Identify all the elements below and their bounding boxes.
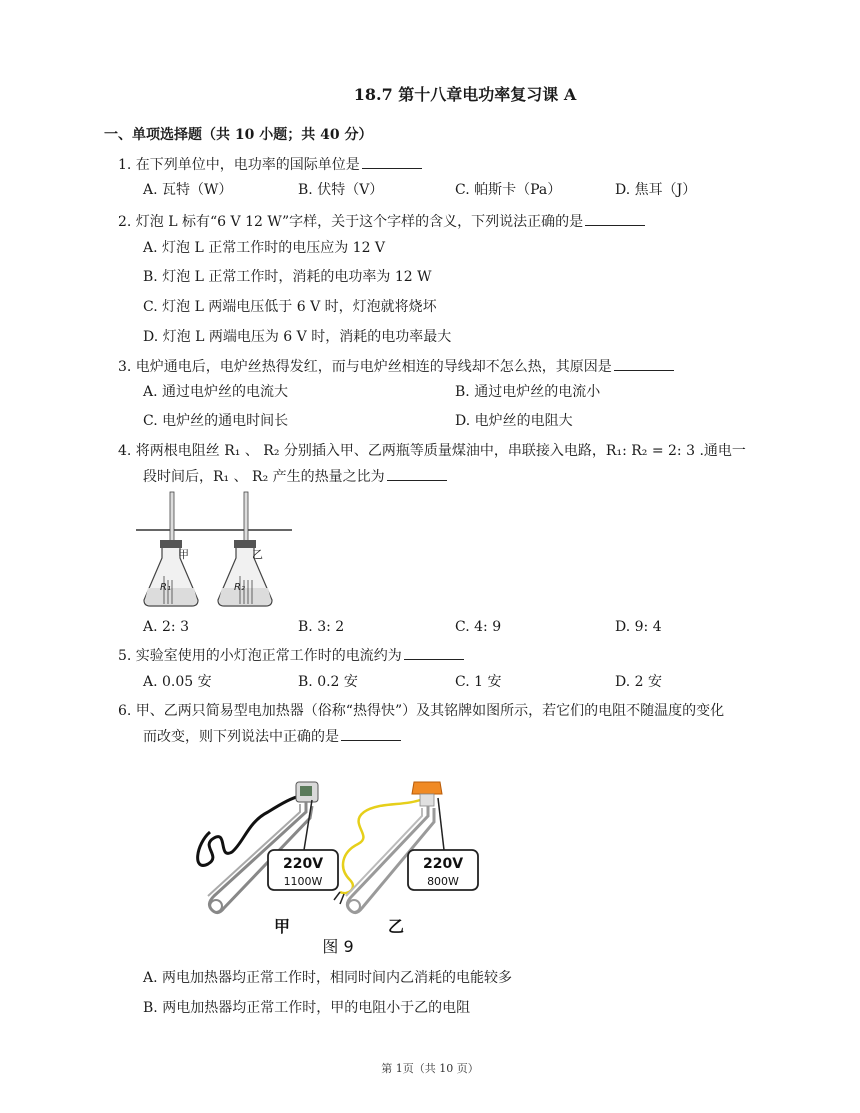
q2-option-d: D. 灯泡 L 两端电压为 6 V 时，消耗的电功率最大 bbox=[143, 329, 452, 345]
q3-option-a: A. 通过电炉丝的电流大 bbox=[143, 384, 289, 400]
q3-option-b: B. 通过电炉丝的电流小 bbox=[455, 384, 601, 400]
flasks-figure bbox=[134, 488, 294, 610]
answer-blank bbox=[585, 213, 645, 226]
right-heater-voltage: 220V bbox=[422, 856, 464, 872]
q4-option-c: C. 4: 9 bbox=[455, 619, 502, 635]
question-3-stem: 3. 电炉通电后，电炉丝热得发红，而与电炉丝相连的导线却不怎么热，其原因是 bbox=[118, 356, 674, 376]
q4-option-a: A. 2: 3 bbox=[143, 619, 189, 635]
q3-option-d: D. 电炉丝的电阻大 bbox=[455, 413, 573, 429]
q5-option-d: D. 2 安 bbox=[615, 674, 662, 690]
q2-option-b: B. 灯泡 L 正常工作时，消耗的电功率为 12 W bbox=[143, 269, 432, 285]
q2-option-c: C. 灯泡 L 两端电压低于 6 V 时，灯泡就将烧坏 bbox=[143, 299, 437, 315]
left-heater-power: 1100W bbox=[283, 875, 323, 888]
right-heater-power: 800W bbox=[427, 875, 459, 888]
q1-option-d: D. 焦耳（J） bbox=[615, 182, 697, 198]
q5-option-b: B. 0.2 安 bbox=[298, 674, 358, 690]
flask-left-label: 甲 bbox=[178, 548, 189, 561]
left-heater-label: 甲 bbox=[274, 917, 291, 936]
page-title: 18.7 第十八章电功率复习课 A bbox=[353, 85, 577, 104]
answer-blank bbox=[614, 358, 674, 371]
q1-option-c: C. 帕斯卡（Pa） bbox=[455, 182, 562, 198]
question-1-stem: 1. 在下列单位中，电功率的国际单位是 bbox=[118, 154, 422, 174]
question-4-stem-cont: 段时间后，R₁ 、 R₂ 产生的热量之比为 bbox=[143, 466, 447, 486]
flask-left-resistor: R₁ bbox=[160, 582, 171, 593]
q5-option-a: A. 0.05 安 bbox=[143, 674, 212, 690]
question-5-stem: 5. 实验室使用的小灯泡正常工作时的电流约为 bbox=[118, 645, 464, 665]
q3-option-c: C. 电炉丝的通电时间长 bbox=[143, 413, 289, 429]
page-footer: 第 1页（共 10 页） bbox=[381, 1062, 479, 1075]
q4-option-d: D. 9: 4 bbox=[615, 619, 662, 635]
question-4-stem: 4. 将两根电阻丝 R₁ 、 R₂ 分别插入甲、乙两瓶等质量煤油中，串联接入电路，R₁: R₂ = 2: 3 .通电一 bbox=[118, 443, 746, 459]
q1-option-b: B. 伏特（V） bbox=[298, 182, 384, 198]
question-6-stem: 6. 甲、乙两只简易型电加热器（俗称“热得快”）及其铭牌如图所示，若它们的电阻不随温度的变化 bbox=[118, 703, 725, 719]
question-2-stem: 2. 灯泡 L 标有“6 V 12 W”字样，关于这个字样的含义，下列说法正确的是 bbox=[118, 211, 645, 231]
q1-option-a: A. 瓦特（W） bbox=[143, 182, 233, 198]
q2-option-a: A. 灯泡 L 正常工作时的电压应为 12 V bbox=[143, 240, 386, 256]
flask-right-resistor: R₂ bbox=[234, 582, 245, 593]
q6-option-b: B. 两电加热器均正常工作时，甲的电阻小于乙的电阻 bbox=[143, 1000, 471, 1016]
flask-right-label: 乙 bbox=[252, 548, 263, 561]
left-heater-voltage: 220V bbox=[282, 856, 324, 872]
answer-blank bbox=[387, 468, 447, 481]
answer-blank bbox=[362, 156, 422, 169]
q6-option-a: A. 两电加热器均正常工作时，相同时间内乙消耗的电能较多 bbox=[143, 970, 513, 986]
heaters-figure bbox=[188, 772, 488, 960]
q5-option-c: C. 1 安 bbox=[455, 674, 502, 690]
figure-caption: 图 9 bbox=[322, 937, 354, 956]
question-6-stem-cont: 而改变，则下列说法中正确的是 bbox=[143, 726, 401, 746]
answer-blank bbox=[341, 728, 401, 741]
answer-blank bbox=[404, 647, 464, 660]
section-heading: 一、单项选择题（共 10 小题；共 40 分） bbox=[104, 127, 373, 143]
q4-option-b: B. 3: 2 bbox=[298, 619, 345, 635]
right-heater-label: 乙 bbox=[388, 917, 405, 936]
